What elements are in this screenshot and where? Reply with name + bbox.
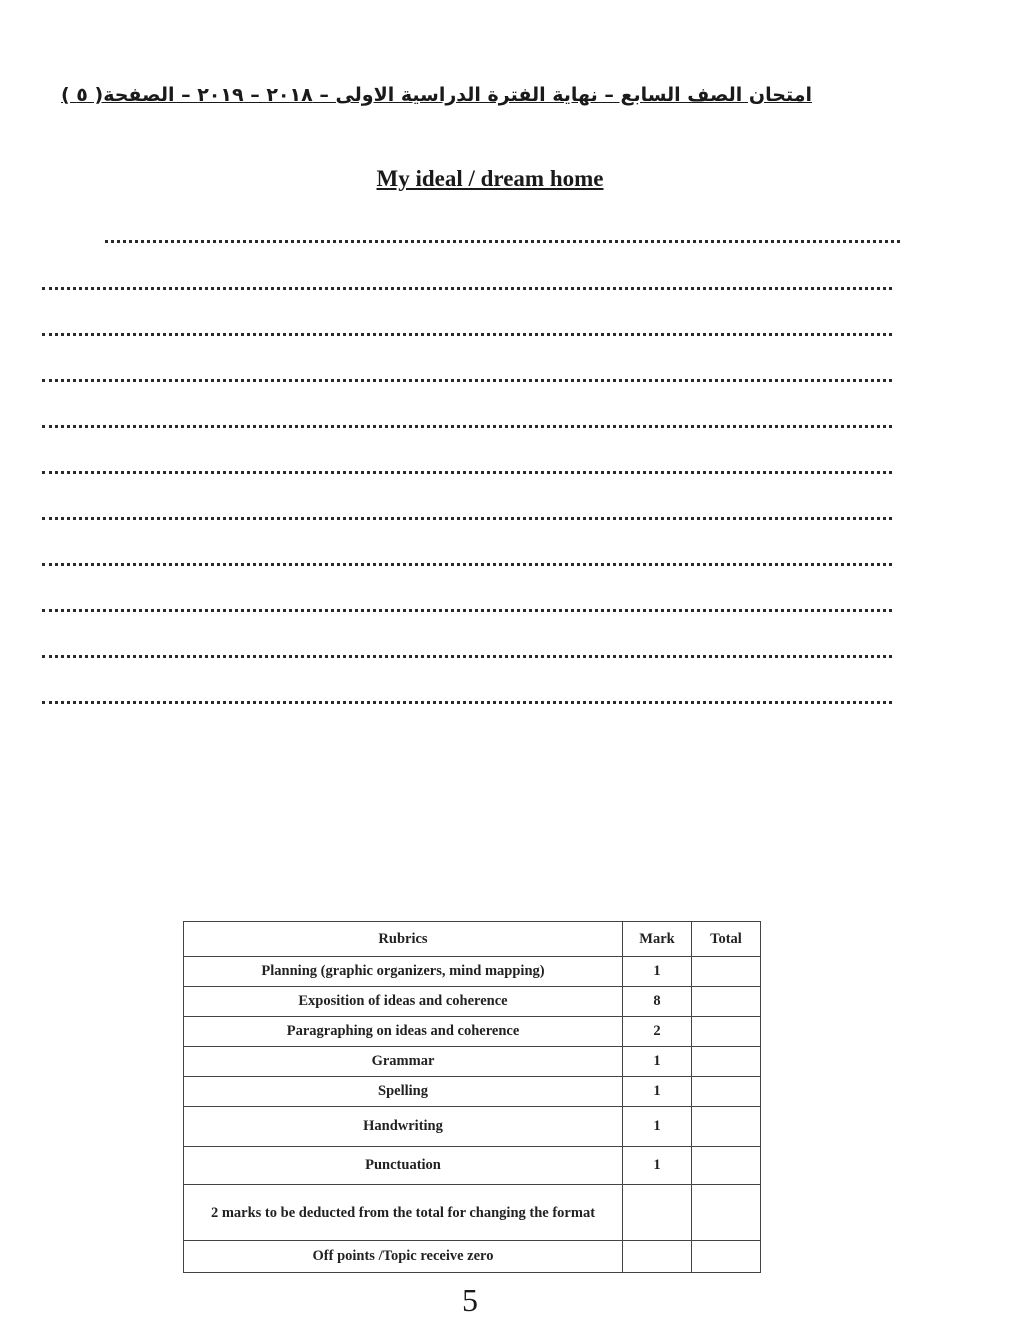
rubric-mark <box>623 1185 692 1241</box>
rubric-criterion: Exposition of ideas and coherence <box>184 987 623 1017</box>
rubric-mark: 1 <box>623 1047 692 1077</box>
rubric-criterion: Paragraphing on ideas and coherence <box>184 1017 623 1047</box>
answer-line[interactable] <box>42 379 892 382</box>
rubric-row <box>184 1017 761 1047</box>
rubric-mark: 1 <box>623 1147 692 1185</box>
rubric-row <box>184 957 761 987</box>
writing-topic-title: My ideal / dream home <box>376 166 604 191</box>
rubric-table <box>183 921 761 1273</box>
answer-line[interactable] <box>42 333 892 336</box>
answer-line[interactable] <box>42 701 892 704</box>
rubric-total-cell[interactable] <box>692 957 761 987</box>
rubric-row <box>184 1077 761 1107</box>
rubric-mark: 8 <box>623 987 692 1017</box>
rubric-criterion: Off points /Topic receive zero <box>184 1241 623 1273</box>
answer-line[interactable] <box>42 471 892 474</box>
rubric-criterion: Handwriting <box>184 1107 623 1147</box>
answer-line[interactable] <box>42 517 892 520</box>
mark-column-header: Mark <box>623 922 692 957</box>
answer-line[interactable] <box>42 563 892 566</box>
rubric-criterion: Planning (graphic organizers, mind mapping) <box>184 957 623 987</box>
answer-line[interactable] <box>105 240 900 243</box>
rubric-row <box>184 1047 761 1077</box>
rubric-mark: 1 <box>623 1107 692 1147</box>
total-column-header: Total <box>692 922 761 957</box>
rubric-row <box>184 1241 761 1273</box>
rubric-mark <box>623 1241 692 1273</box>
rubric-row <box>184 1107 761 1147</box>
answer-line[interactable] <box>42 609 892 612</box>
exam-header: امتحان الصف السابع – نهاية الفترة الدراسية الاولى – ٢٠١٨ – ٢٠١٩ – الصفحة( ٥ ) <box>60 84 812 106</box>
rubric-mark: 1 <box>623 1077 692 1107</box>
rubric-criterion: Spelling <box>184 1077 623 1107</box>
rubric-total-cell[interactable] <box>692 1047 761 1077</box>
answer-line[interactable] <box>42 425 892 428</box>
rubric-criterion: 2 marks to be deducted from the total for changing the format <box>184 1185 623 1241</box>
rubric-total-cell[interactable] <box>692 1017 761 1047</box>
rubrics-column-header: Rubrics <box>184 922 623 957</box>
rubric-total-cell[interactable] <box>692 1185 761 1241</box>
rubric-total-cell[interactable] <box>692 1147 761 1185</box>
rubric-total-cell[interactable] <box>692 1107 761 1147</box>
answer-line[interactable] <box>42 655 892 658</box>
rubric-criterion: Grammar <box>184 1047 623 1077</box>
rubric-total-cell[interactable] <box>692 987 761 1017</box>
rubric-criterion: Punctuation <box>184 1147 623 1185</box>
page-number: 5 <box>462 1282 478 1318</box>
rubric-mark: 1 <box>623 957 692 987</box>
rubric-row <box>184 987 761 1017</box>
answer-line[interactable] <box>42 287 892 290</box>
rubric-total-cell[interactable] <box>692 1241 761 1273</box>
rubric-row <box>184 1185 761 1241</box>
rubric-mark: 2 <box>623 1017 692 1047</box>
rubric-row <box>184 1147 761 1185</box>
rubric-total-cell[interactable] <box>692 1077 761 1107</box>
rubric-header-row <box>184 922 761 957</box>
